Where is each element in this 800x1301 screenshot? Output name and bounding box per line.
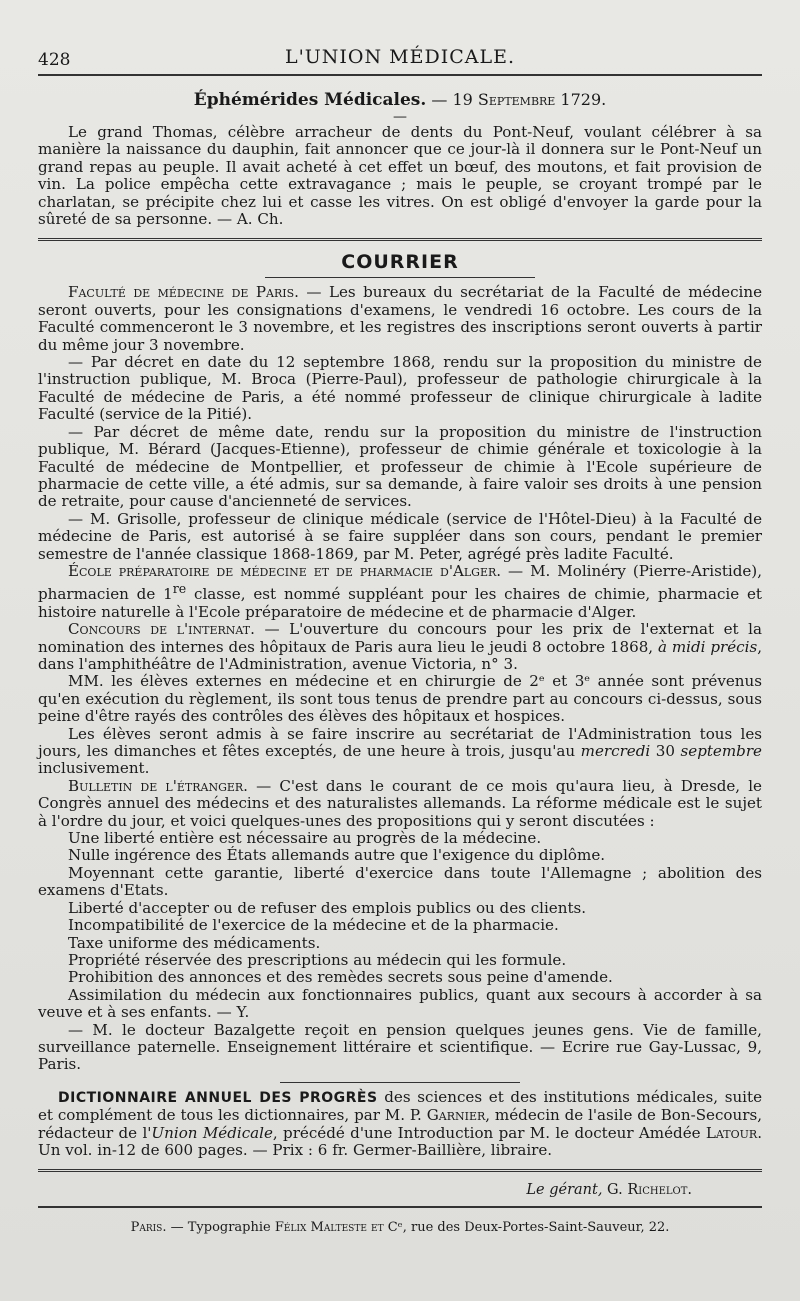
faculte-lead: Faculté de médecine de Paris. <box>68 283 299 302</box>
dictionnaire-text1: des sciences et des institutions médicales, suite et complément de tous les dictionnaires, par M. P. <box>38 1087 762 1125</box>
courrier-title: COURRIER <box>341 251 459 274</box>
proposition-item: Prohibition des annonces et des remèdes secrets sous peine d'amende. <box>68 968 613 987</box>
dictionnaire-journal: Union Médicale <box>151 1123 273 1142</box>
proposition-item: Une liberté entière est nécessaire au progrès de la médecine. <box>68 829 542 848</box>
dictionnaire-lead: DICTIONNAIRE ANNUEL DES PROGRÈS <box>58 1089 378 1106</box>
inscrire-end: inclusivement. <box>38 759 150 778</box>
alger-text: — M. Molinéry (Pierre-Aristide), pharmacien de 1 <box>38 561 762 604</box>
imprint-printer: Félix Malteste et Cᵉ <box>274 1220 403 1236</box>
ephemerides-separator: — <box>393 109 407 125</box>
bazalgette-paragraph: — M. le docteur Bazalgette reçoit en pension quelques jeunes gens. Vie de famille, surveillance paternelle. Enseignement littéraire et scientifique. — Ecrire rue Gay-Lussac, 9, Paris. <box>38 1020 762 1074</box>
inscrire-mid: 30 <box>650 742 681 761</box>
concours-paragraph <box>38 621 762 673</box>
dictionnaire-text3: , précédé d'une Introduction par M. le docteur Amédée <box>272 1123 706 1142</box>
ephemerides-title: Éphémérides Médicales. <box>193 90 427 110</box>
imprint-rule <box>38 1206 762 1208</box>
ephemerides-text: Le grand Thomas, célèbre arracheur de dents du Pont-Neuf, voulant célébrer à sa manière la naissance du dauphin, fait annoncer que ce jour-là il donnera sur le Pont-Neuf un grand repas au peuple. Il avait acheté à cet effet un bœuf, des moutons, et fait provision de vin. La police empêcha cette extravagance ; mais le peuple, se croyant trompé par le charlatan, se précipite chez lui et casse les vitres. On est obligé d'envoyer la garde pour la sûreté de sa personne. — A. Ch. <box>38 123 762 229</box>
courrier-section <box>38 238 762 1073</box>
dictionnaire-rule <box>280 1082 520 1083</box>
alger-text-end: classe, est nommé suppléant pour les chaires de chimie, pharmacie et histoire naturelle à l'Ecole préparatoire de médecine et de pharmacie d'Alger. <box>38 585 762 621</box>
proposition-item: Nulle ingérence des États allemands autre que l'exigence du diplôme. <box>68 846 606 865</box>
proposition-item: Moyennant cette garantie, liberté d'exercice dans toute l'Allemagne ; abolition des examens d'Etats. <box>38 863 762 900</box>
inscrire-italic: mercredi <box>580 742 651 761</box>
journal-title: L'UNION MÉDICALE. <box>284 46 516 68</box>
printer-imprint <box>38 1220 762 1235</box>
proposition-item: Assimilation du médecin aux fonctionnaires publics, quant aux secours à accorder à sa veuve et à ses enfants. — Y. <box>38 985 762 1022</box>
dictionnaire-text4: . Un vol. in-12 de 600 pages. — Prix : 6 fr. Germer-Baillière, libraire. <box>38 1123 762 1159</box>
dictionnaire-paragraph <box>38 1089 762 1160</box>
ephemerides-heading <box>38 90 762 110</box>
concours-text: — L'ouverture du concours pour les prix de l'externat et la nomination des internes des hôpitaux de Paris aura lieu le jeudi 8 octobre 1868, <box>38 620 762 656</box>
propositions-list <box>38 830 762 1021</box>
alger-lead: École préparatoire de médecine et de pharmacie d'Alger. <box>68 561 502 580</box>
concours-italic: à midi précis <box>657 637 758 656</box>
grisolle-paragraph: — M. Grisolle, professeur de clinique médicale (service de l'Hôtel-Dieu) à la Faculté de médecine de Paris, est autorisé à se faire suppléer dans son cours, pendant le premier semestre de l'année classique 1868-1869, par M. Peter, agrégé près ladite Faculté. <box>38 509 762 563</box>
alger-paragraph <box>38 563 762 621</box>
proposition-item: Taxe uniforme des médicaments. <box>68 933 321 952</box>
page-number: 428 <box>38 50 71 70</box>
bulletin-paragraph <box>38 778 762 830</box>
eleves-paragraph: MM. les élèves externes en médecine et en chirurgie de 2ᵉ et 3ᵉ année sont prévenus qu'en exécution du règlement, ils sont tous tenus de prendre part au concours ci-dessus, sous peine d'être rayés des contrôles des élèves des hôpitaux et hospices. <box>38 672 762 726</box>
concours-lead: Concours de l'internat. <box>68 620 255 639</box>
dictionnaire-text2: , médecin de l'asile de Bon-Secours, rédacteur de l' <box>38 1106 762 1142</box>
dictionnaire-advert <box>38 1089 762 1160</box>
ephemerides-date: — 19 Septembre 1729. <box>431 90 607 109</box>
bulletin-text: — C'est dans le courant de ce mois qu'aura lieu, à Dresde, le Congrès annuel des médecins et des naturalistes allemands. La réforme médicale est le sujet à l'ordre du jour, et voici quelques-unes des propositions qui y seront discutées : <box>38 776 762 830</box>
gerant-signature <box>38 1182 762 1198</box>
proposition-item: Incompatibilité de l'exercice de la médecine et de la pharmacie. <box>68 916 559 935</box>
bulletin-lead: Bulletin de l'étranger. <box>68 776 248 795</box>
imprint-city: Paris. <box>130 1220 167 1236</box>
dictionnaire-author: Garnier <box>426 1106 486 1125</box>
proposition-item: Liberté d'accepter ou de refuser des emplois publics ou des clients. <box>68 898 587 917</box>
footer-double-rule <box>38 1169 762 1172</box>
courrier-title-rule <box>265 277 535 278</box>
faculte-paragraph <box>38 284 762 354</box>
imprint-text: — Typographie <box>166 1220 275 1236</box>
gerant-name: G. Richelot. <box>602 1182 692 1199</box>
proposition-item: Propriété réservée des prescriptions au médecin qui les formule. <box>68 950 567 969</box>
faculte-text: — Les bureaux du secrétariat de la Faculté de médecine seront ouverts, pour les consignations d'examens, le vendredi 16 octobre. Les cours de la Faculté commenceront le 3 novembre, et les registres des inscriptions seront ouverts à partir du même jour 3 novembre. <box>38 283 763 354</box>
inscrire-text: Les élèves seront admis à se faire inscrire au secrétariat de l'Administration tous les jours, les dimanches et fêtes exceptés, de une heure à trois, jusqu'au <box>38 724 762 761</box>
dictionnaire-intro-author: Latour <box>705 1123 758 1142</box>
imprint-address: , rue des Deux-Portes-Saint-Sauveur, 22. <box>402 1220 670 1236</box>
header-rule <box>38 74 762 76</box>
running-header <box>38 42 762 72</box>
concours-text-end: , dans l'amphithéâtre de l'Administration, avenue Victoria, n° 3. <box>38 637 762 673</box>
gerant-label: Le gérant, <box>526 1182 603 1199</box>
inscrire-paragraph <box>38 726 762 778</box>
berard-paragraph: — Par décret de même date, rendu sur la proposition du ministre de l'instruction publique, M. Bérard (Jacques-Etienne), professeur de chimie générale et toxicologie à la Faculté de médecine de Montpellier, et professeur de chimie à l'Ecole supérieure de pharmacie de cette ville, a été admis, sur sa demande, à faire valoir ses droits à une pension de retraite, pour cause d'ancienneté de services. <box>38 422 762 511</box>
alger-sup: re <box>172 581 187 597</box>
inscrire-italic2: septembre <box>680 742 762 761</box>
section-double-rule <box>38 238 762 241</box>
broca-paragraph: — Par décret en date du 12 septembre 1868, rendu sur la proposition du ministre de l'instruction publique, M. Broca (Pierre-Paul), professeur de pathologie chirurgicale à la Faculté de médecine de Paris, a été nommé professeur de clinique chirurgicale à ladite Faculté (service de la Pitié). <box>38 353 762 424</box>
